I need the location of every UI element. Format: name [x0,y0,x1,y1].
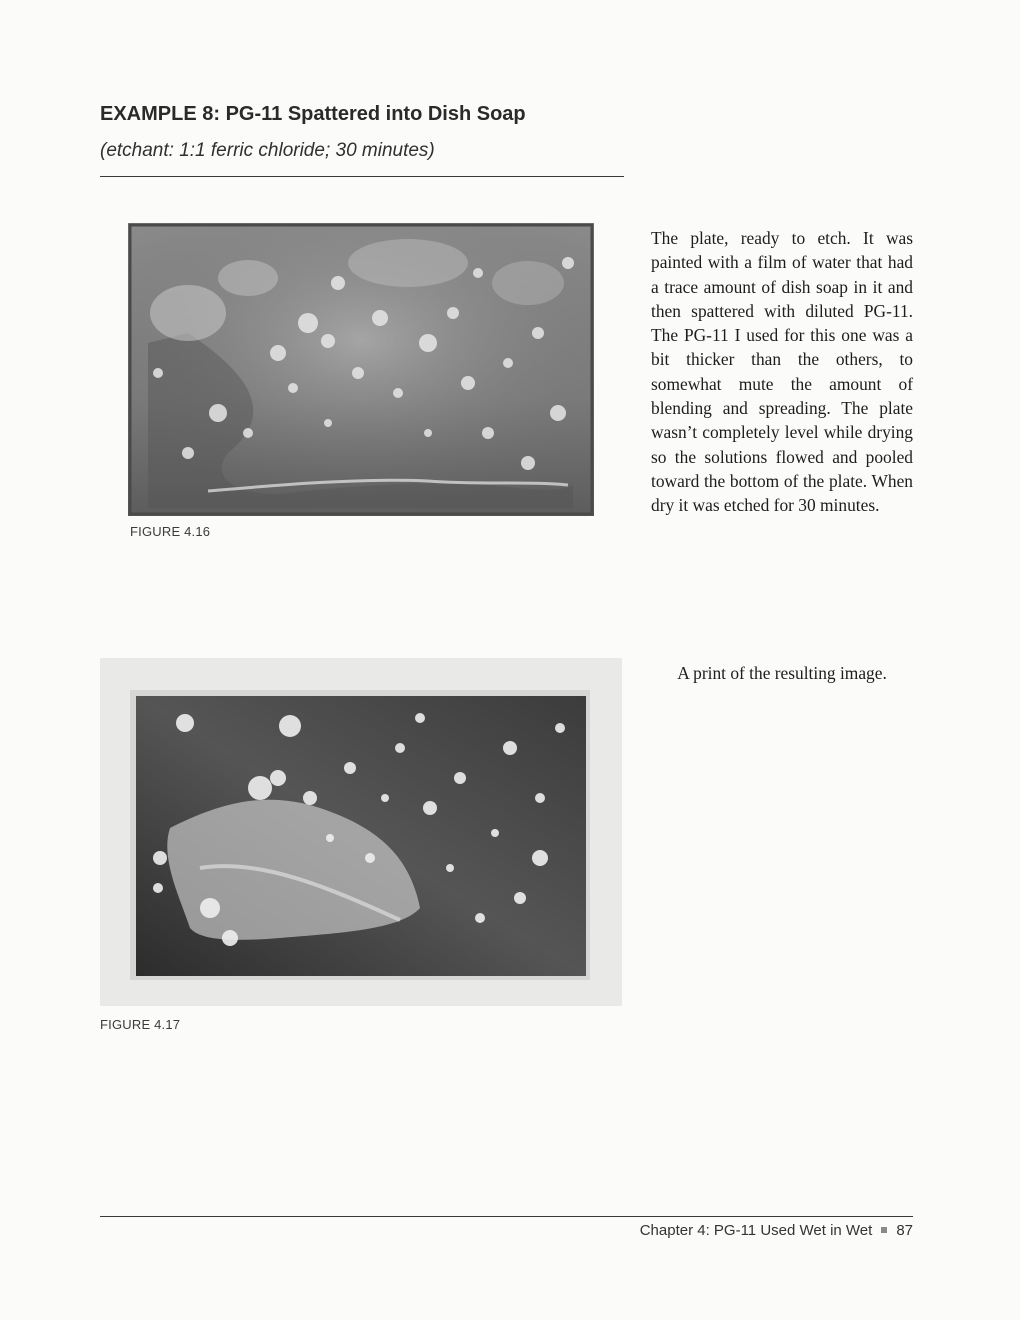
square-bullet-icon [881,1227,887,1233]
title-divider [100,176,624,177]
figure-description: The plate, ready to etch. It was painted with a film of water that had a trace amount of dish soap in it and then spattered with diluted PG-11. The PG-11 I used for this one was a bit thicker than the others, to somewhat mute the amount of blending and spreading. The plate wasn’t completely level while drying so the solutions flowed and pooled toward the bottom of the plate. When dry it was etched for 30 minutes. [651,228,913,516]
figure-caption: FIGURE 4.16 [130,524,211,539]
example-subtitle: (etchant: 1:1 ferric chloride; 30 minutes) [100,140,435,161]
figure-print-image [100,658,622,1006]
footer-divider [100,1216,913,1217]
chapter-title: Chapter 4: PG-11 Used Wet in Wet [639,1222,873,1239]
example-title: EXAMPLE 8: PG-11 Spattered into Dish Soap [100,103,526,125]
figure-plate-image [128,223,594,516]
page-footer [640,1222,913,1239]
figure-caption: FIGURE 4.17 [100,1017,181,1032]
page-number: 87 [896,1222,913,1239]
figure-description: A print of the resulting image. [677,663,887,683]
